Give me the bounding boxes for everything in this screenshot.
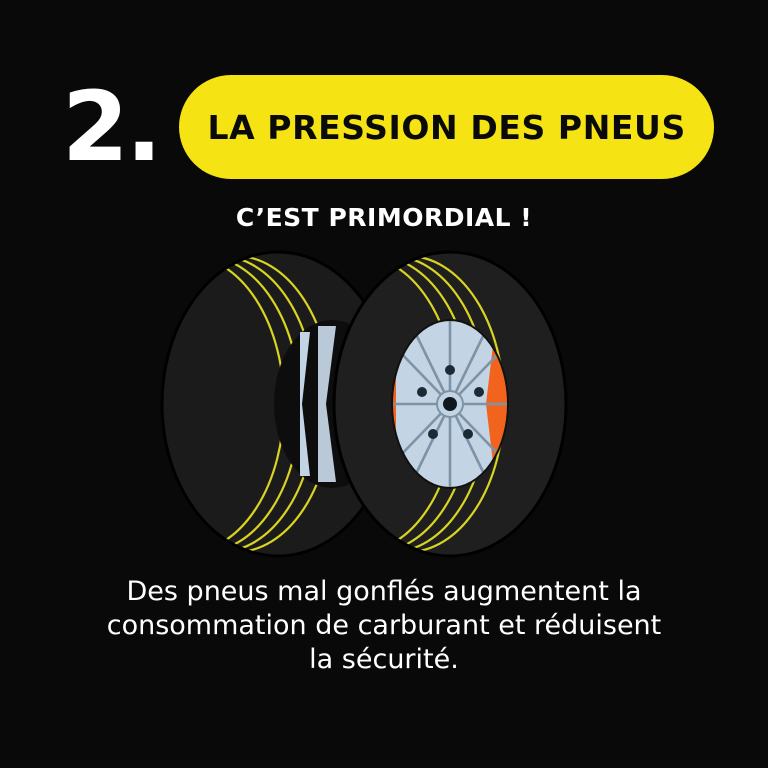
header-row [62, 72, 714, 182]
caption-line-2: consommation de carburant et réduisent [106, 610, 662, 641]
page-title: LA PRESSION DES PNEUS [207, 107, 686, 147]
caption [64, 575, 704, 677]
caption-line-3: la sécurité. [309, 644, 459, 675]
step-number: 2. [62, 71, 160, 183]
tyres-illustration [150, 246, 618, 562]
subtitle: C’EST PRIMORDIAL ! [235, 203, 533, 232]
title-pill [179, 75, 714, 179]
caption-line-1: Des pneus mal gonflés augmentent la [126, 576, 642, 607]
